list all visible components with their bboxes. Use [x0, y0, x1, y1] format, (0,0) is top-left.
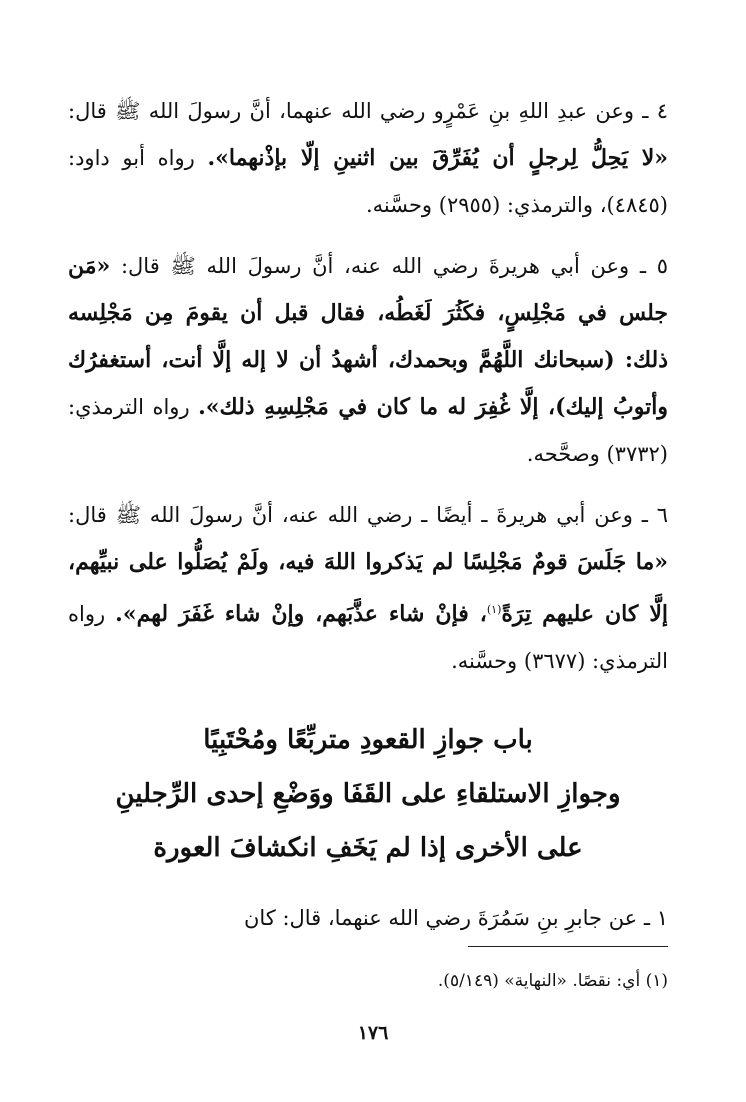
page-body — [68, 88, 668, 956]
hadith-5 — [68, 243, 668, 478]
hadith-4 — [68, 88, 668, 229]
hadith-4-intro: ٤ ـ وعن عبدِ اللهِ بنِ عَمْرٍو رضي الله عنهما، أنَّ رسولَ الله ﷺ قال: — [68, 99, 668, 123]
hadith-5-quote: «مَن جلس في مَجْلِسٍ، فكَثُرَ لَغَطُه، فقال قبل أن يقومَ مِن مَجْلِسه ذلك: (سبحانك اللَّهُمَّ وبحمدك، أشهدُ أن لا إله إلَّا أنت، أستغفرُك وأتوبُ إليك)، إلَّا غُفِرَ له ما كان في مَجْلِسِهِ ذلك». — [68, 253, 668, 420]
hadith-5-source: رواه الترمذي: (٣٧٣٢) وصحَّحه. — [68, 395, 668, 466]
hadith-6-quote-part1: «ما جَلَسَ قومٌ مَجْلِسًا لم يَذكروا اللهَ فيه، ولَمْ يُصَلُّوا على نبيِّهم، إلَّا كان عليهم تِرَةً — [68, 549, 668, 627]
hadith-1-text: ١ ـ عن جابرِ بنِ سَمُرَةَ رضي الله عنهما، قال: كان — [243, 906, 668, 930]
hadith-6 — [68, 492, 668, 685]
footnote-ref-1[interactable]: (١) — [486, 603, 502, 616]
page-number: ١٧٦ — [357, 1022, 389, 1044]
footnote-divider — [468, 946, 668, 947]
hadith-4-quote: «لا يَحِلُّ لِرجلٍ أن يُفَرِّقَ بين اثنينِ إلّا بإذْنهما». — [207, 145, 668, 171]
hadith-1 — [68, 895, 668, 942]
hadith-5-intro: ٥ ـ وعن أبي هريرةَ رضي الله عنه، أنَّ رسولَ الله ﷺ قال: — [120, 254, 668, 278]
hadith-4-source: رواه أبو داود: (٤٨٤٥)، والترمذي: (٢٩٥٥) وحسَّنه. — [68, 146, 668, 217]
chapter-heading-line1: باب جوازِ القعودِ متربِّعًا ومُحْتَبِيًا — [203, 725, 533, 755]
chapter-heading-line2: وجوازِ الاستلقاءِ على القَفَا ووَضْعِ إحدى الرِّجلينِ — [115, 779, 621, 809]
chapter-heading — [68, 713, 668, 875]
hadith-6-source: رواه الترمذي: (٣٦٧٧) وحسَّنه. — [68, 602, 668, 673]
chapter-heading-line3: على الأخرى إذا لم يَخَفِ انكشافَ العورة — [153, 833, 583, 863]
footnote-1: (١) أي: نقصًا. «النهاية» (٥/١٤٩). — [437, 971, 668, 991]
hadith-6-quote-part2: ، فإنْ شاء عذَّبَهم، وإنْ شاء غَفَرَ لهم». — [115, 601, 487, 627]
hadith-6-intro: ٦ ـ وعن أبي هريرةَ ـ أيضًا ـ رضي الله عنه، أنَّ رسولَ الله ﷺ قال: — [68, 503, 668, 527]
